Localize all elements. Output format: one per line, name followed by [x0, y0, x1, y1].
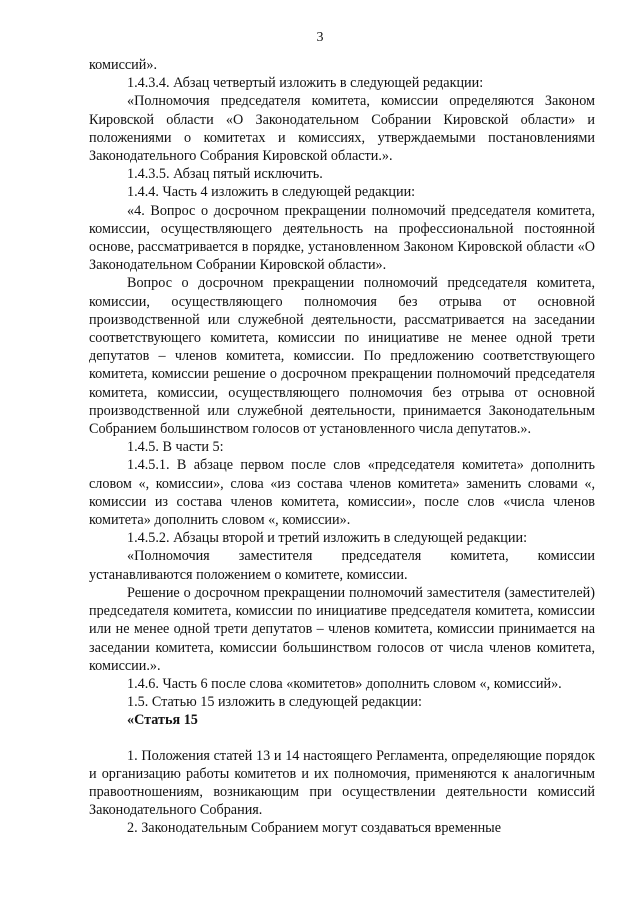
paragraph: комиссий».	[89, 57, 157, 73]
paragraph: Решение о досрочном прекращении полномочий заместителя (заместителей) председателя комитета, комиссии по инициативе председателя комитета, комиссии или не менее одной трети депутатов – членов комитета, комиссии принимается на заседании комитета, комиссии большинством голосов от числа членов комитета, комиссии.».	[89, 584, 595, 674]
paragraph: 1.4.5.1. В абзаце первом после слов «председателя комитета» дополнить словом «, комиссии», слова «из состава членов комитета» заменить словами «, комиссии из состава членов комитета, комиссии», после слов «числа членов комитета» дополнить словом «, комиссии».	[89, 457, 595, 529]
paragraph: «Полномочия заместителя председателя комитета, комиссии устанавливаются положением о комитете, комиссии.	[89, 548, 595, 583]
paragraph: «Полномочия председателя комитета, комиссии определяются Законом Кировской области «О Законодательном Собрании Кировской области» и положениями о комитетах и комиссиях, утверждаемыми постановлениями Законодательного Собрания Кировской области.».	[89, 93, 595, 165]
paragraph: 1.4.4. Часть 4 изложить в следующей редакции:	[127, 184, 416, 201]
paragraph: 1. Положения статей 13 и 14 настоящего Регламента, определяющие порядок и организацию работы комитетов и их полномочия, применяются к аналогичным правоотношениям, возникающим при осуществлении деятельности комиссий Законодательного Собрания.	[89, 747, 595, 819]
paragraph: «4. Вопрос о досрочном прекращении полномочий председателя комитета, комиссии, осуществляющего деятельность на профессиональной постоянной основе, рассматривается в порядке, установленном Законом Кировской области «О Законодательном Собрании Кировской области».	[89, 202, 595, 274]
paragraph: 1.4.6. Часть 6 после слова «комитетов» дополнить словом «, комиссий».	[127, 675, 562, 692]
page-number: 3	[316, 30, 324, 45]
paragraph: 1.4.3.4. Абзац четвертый изложить в следующей редакции:	[127, 75, 484, 92]
paragraph: 2. Законодательным Собранием могут создаваться временные	[127, 820, 501, 837]
paragraph: 1.5. Статью 15 изложить в следующей редакции:	[127, 694, 422, 711]
paragraph: 1.4.5.2. Абзацы второй и третий изложить в следующей редакции:	[127, 530, 528, 547]
document-body	[89, 56, 595, 838]
paragraph: 1.4.3.5. Абзац пятый исключить.	[127, 166, 323, 183]
paragraph: Вопрос о досрочном прекращении полномочий председателя комитета, комиссии, осуществляющего полномочия без отрыва от основной производственной или служебной деятельности, рассматривается на заседании соответствующего комитета, комиссии по инициативе не менее одной трети депутатов – членов комитета, комиссии. По предложению соответствующего комитета, комиссии решение о досрочном прекращении полномочий председателя комитета, комиссии, осуществляющего полномочия без отрыва от основной производственной или служебной деятельности, принимается Законодательным Собранием большинством голосов от установленного числа депутатов.».	[89, 275, 595, 438]
paragraph: 1.4.5. В части 5:	[127, 439, 224, 456]
article-heading: «Статья 15	[127, 712, 198, 729]
